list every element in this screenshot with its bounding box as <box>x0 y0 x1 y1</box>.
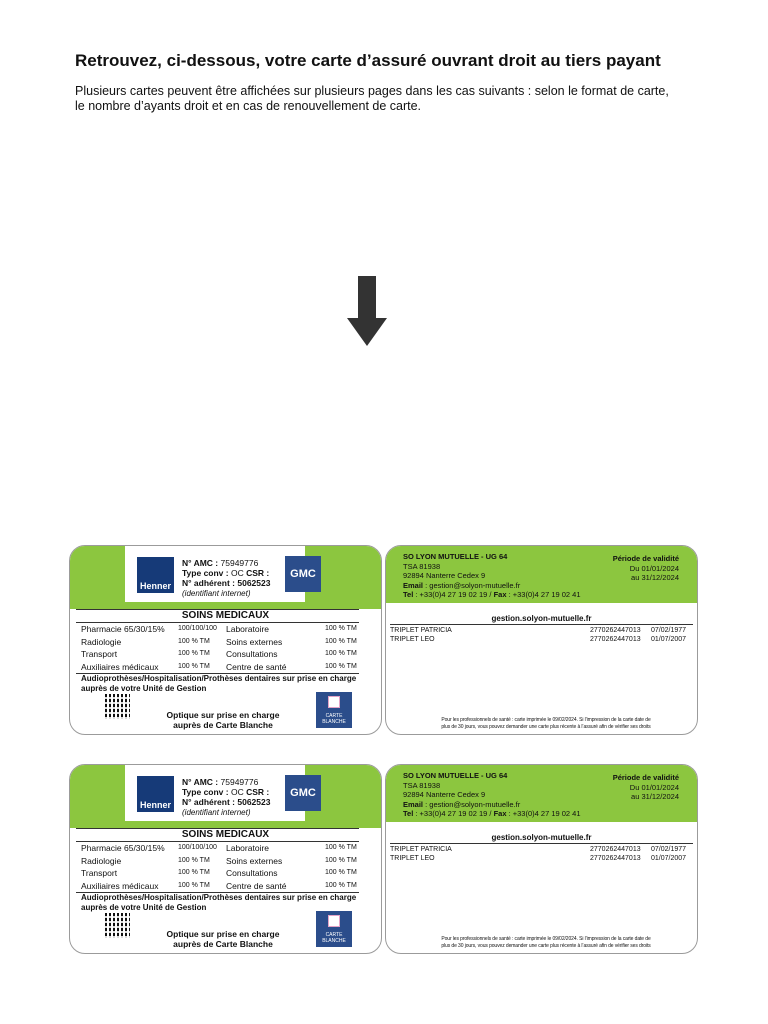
coverage-row <box>81 624 366 637</box>
insurance-card-back <box>385 545 698 735</box>
coverage-row <box>81 637 366 650</box>
page-title: Retrouvez, ci-dessous, votre carte d’assuré ouvrant droit au tiers payant <box>75 51 661 70</box>
beneficiary-number: 2770262447013 <box>590 627 641 634</box>
coverage-cell: 100 % TM <box>325 650 357 657</box>
coverage-cell: 100 % TM <box>178 869 210 876</box>
validity-period: Période de validité Du 01/01/2024 au 31/12/2024 <box>612 773 679 801</box>
beneficiary-name: TRIPLET LEO <box>390 636 435 643</box>
coverage-cell: Pharmacie 65/30/15% <box>81 843 165 853</box>
coverage-cell: 100 % TM <box>178 881 210 889</box>
gmc-logo: GMC <box>285 775 321 811</box>
beneficiary-date: 01/07/2007 <box>651 855 687 862</box>
coverage-table <box>81 843 366 893</box>
soins-title: SOINS MEDICAUX <box>181 829 270 840</box>
beneficiary-date: 01/07/2007 <box>651 636 687 643</box>
divider <box>76 622 359 623</box>
beneficiary-name: TRIPLET LEO <box>390 855 435 862</box>
coverage-cell: 100 % TM <box>178 650 210 657</box>
qr-code-icon <box>105 913 130 938</box>
optique-note: Optique sur prise en charge auprès de Carte Blanche <box>166 929 280 949</box>
intro-line-1: Plusieurs cartes peuvent être affichées sur plusieurs pages dans les cas suivants : selon le format de carte, <box>75 84 669 98</box>
coverage-cell: Auxiliaires médicaux <box>81 661 159 672</box>
coverage-cell: 100 % TM <box>178 637 210 645</box>
henner-logo: Henner <box>137 557 174 593</box>
beneficiary-date: 07/02/1977 <box>651 627 687 634</box>
coverage-row <box>81 856 366 869</box>
coverage-table <box>81 624 366 674</box>
coverage-cell: Consultations <box>226 868 278 878</box>
beneficiary-name: TRIPLET PATRICIA <box>390 846 452 853</box>
insurance-card-back <box>385 764 698 954</box>
henner-logo: Henner <box>137 776 174 812</box>
coverage-cell: Centre de santé <box>226 661 287 672</box>
coverage-cell: Auxiliaires médicaux <box>81 880 159 891</box>
coverage-cell: 100 % TM <box>325 625 357 632</box>
card-identifiers: N° AMC : 75949776 Type conv : OC CSR : N° adhérent : 5062523 (identifiant internet) <box>182 558 271 598</box>
coverage-cell: Laboratoire <box>226 624 270 634</box>
professional-notice: Pour les professionnels de santé : carte imprimée le 09/02/2024. Si l’impression de la carte date de plus de 30 jours, vous pouvez demander une carte plus récente à l’assuré afin de vérifier ses droits <box>441 717 651 730</box>
coverage-cell: 100/100/100 <box>178 625 217 632</box>
coverage-cell: 100 % TM <box>325 869 357 876</box>
coverage-cell: Radiologie <box>81 636 122 647</box>
beneficiary-number: 2770262447013 <box>590 636 641 643</box>
coverage-row <box>81 649 366 662</box>
coverage-cell: 100 % TM <box>325 637 357 645</box>
coverage-cell: Centre de santé <box>226 880 287 891</box>
coverage-cell: Consultations <box>226 649 278 659</box>
coverage-cell: Soins externes <box>226 855 283 866</box>
intro-text <box>75 84 715 113</box>
intro-line-2: le nombre d’ayants droit et en cas de renouvellement de carte. <box>75 98 422 113</box>
validity-period: Période de validité Du 01/01/2024 au 31/12/2024 <box>612 554 679 582</box>
coverage-cell: 100 % TM <box>178 662 210 670</box>
insurance-card-front <box>69 764 382 954</box>
coverage-row <box>81 843 366 856</box>
coverage-cell: Laboratoire <box>226 843 270 853</box>
coverage-cell: Transport <box>81 649 118 659</box>
gmc-logo: GMC <box>285 556 321 592</box>
website: gestion.solyon-mutuelle.fr <box>491 833 592 842</box>
coverage-cell: Soins externes <box>226 636 283 647</box>
mutuelle-contact: SO LYON MUTUELLE - UG 64 TSA 81938 92894 Nanterre Cedex 9 Email : gestion@solyon-mutuelle.fr Tel : +33(0)4 27 19 02 19 / Fax : +33(0)4 27 19 02 41 <box>403 552 581 599</box>
coverage-row <box>81 868 366 881</box>
soins-title: SOINS MEDICAUX <box>181 610 270 621</box>
card-identifiers: N° AMC : 75949776 Type conv : OC CSR : N° adhérent : 5062523 (identifiant internet) <box>182 777 271 817</box>
coverage-cell: 100 % TM <box>325 662 357 670</box>
professional-notice: Pour les professionnels de santé : carte imprimée le 09/02/2024. Si l’impression de la carte date de plus de 30 jours, vous pouvez demander une carte plus récente à l’assuré afin de vérifier ses droits <box>441 936 651 949</box>
divider <box>76 841 359 842</box>
mutuelle-contact: SO LYON MUTUELLE - UG 64 TSA 81938 92894 Nanterre Cedex 9 Email : gestion@solyon-mutuelle.fr Tel : +33(0)4 27 19 02 19 / Fax : +33(0)4 27 19 02 41 <box>403 771 581 818</box>
coverage-cell: Transport <box>81 868 118 878</box>
coverage-cell: 100 % TM <box>325 856 357 864</box>
coverage-cell: 100 % TM <box>325 844 357 851</box>
website: gestion.solyon-mutuelle.fr <box>491 614 592 623</box>
qr-code-icon <box>105 694 130 719</box>
beneficiary-date: 07/02/1977 <box>651 846 687 853</box>
audio-hospital-note: Audioprothèses/Hospitalisation/Prothèses dentaires sur prise en charge auprès de votre Unité de Gestion <box>81 893 357 912</box>
coverage-cell: 100/100/100 <box>178 844 217 851</box>
coverage-cell: Radiologie <box>81 855 122 866</box>
divider <box>390 843 693 844</box>
insurance-card-front <box>69 545 382 735</box>
carte-blanche-logo: CARTE BLANCHE <box>316 911 352 947</box>
optique-note: Optique sur prise en charge auprès de Carte Blanche <box>166 710 280 730</box>
coverage-cell: Pharmacie 65/30/15% <box>81 624 165 634</box>
divider <box>390 624 693 625</box>
audio-hospital-note: Audioprothèses/Hospitalisation/Prothèses dentaires sur prise en charge auprès de votre Unité de Gestion <box>81 674 357 693</box>
carte-blanche-logo: CARTE BLANCHE <box>316 692 352 728</box>
beneficiary-name: TRIPLET PATRICIA <box>390 627 452 634</box>
coverage-cell: 100 % TM <box>325 881 357 889</box>
down-arrow-icon <box>347 276 387 346</box>
coverage-cell: 100 % TM <box>178 856 210 864</box>
beneficiary-number: 2770262447013 <box>590 846 641 853</box>
beneficiary-number: 2770262447013 <box>590 855 641 862</box>
